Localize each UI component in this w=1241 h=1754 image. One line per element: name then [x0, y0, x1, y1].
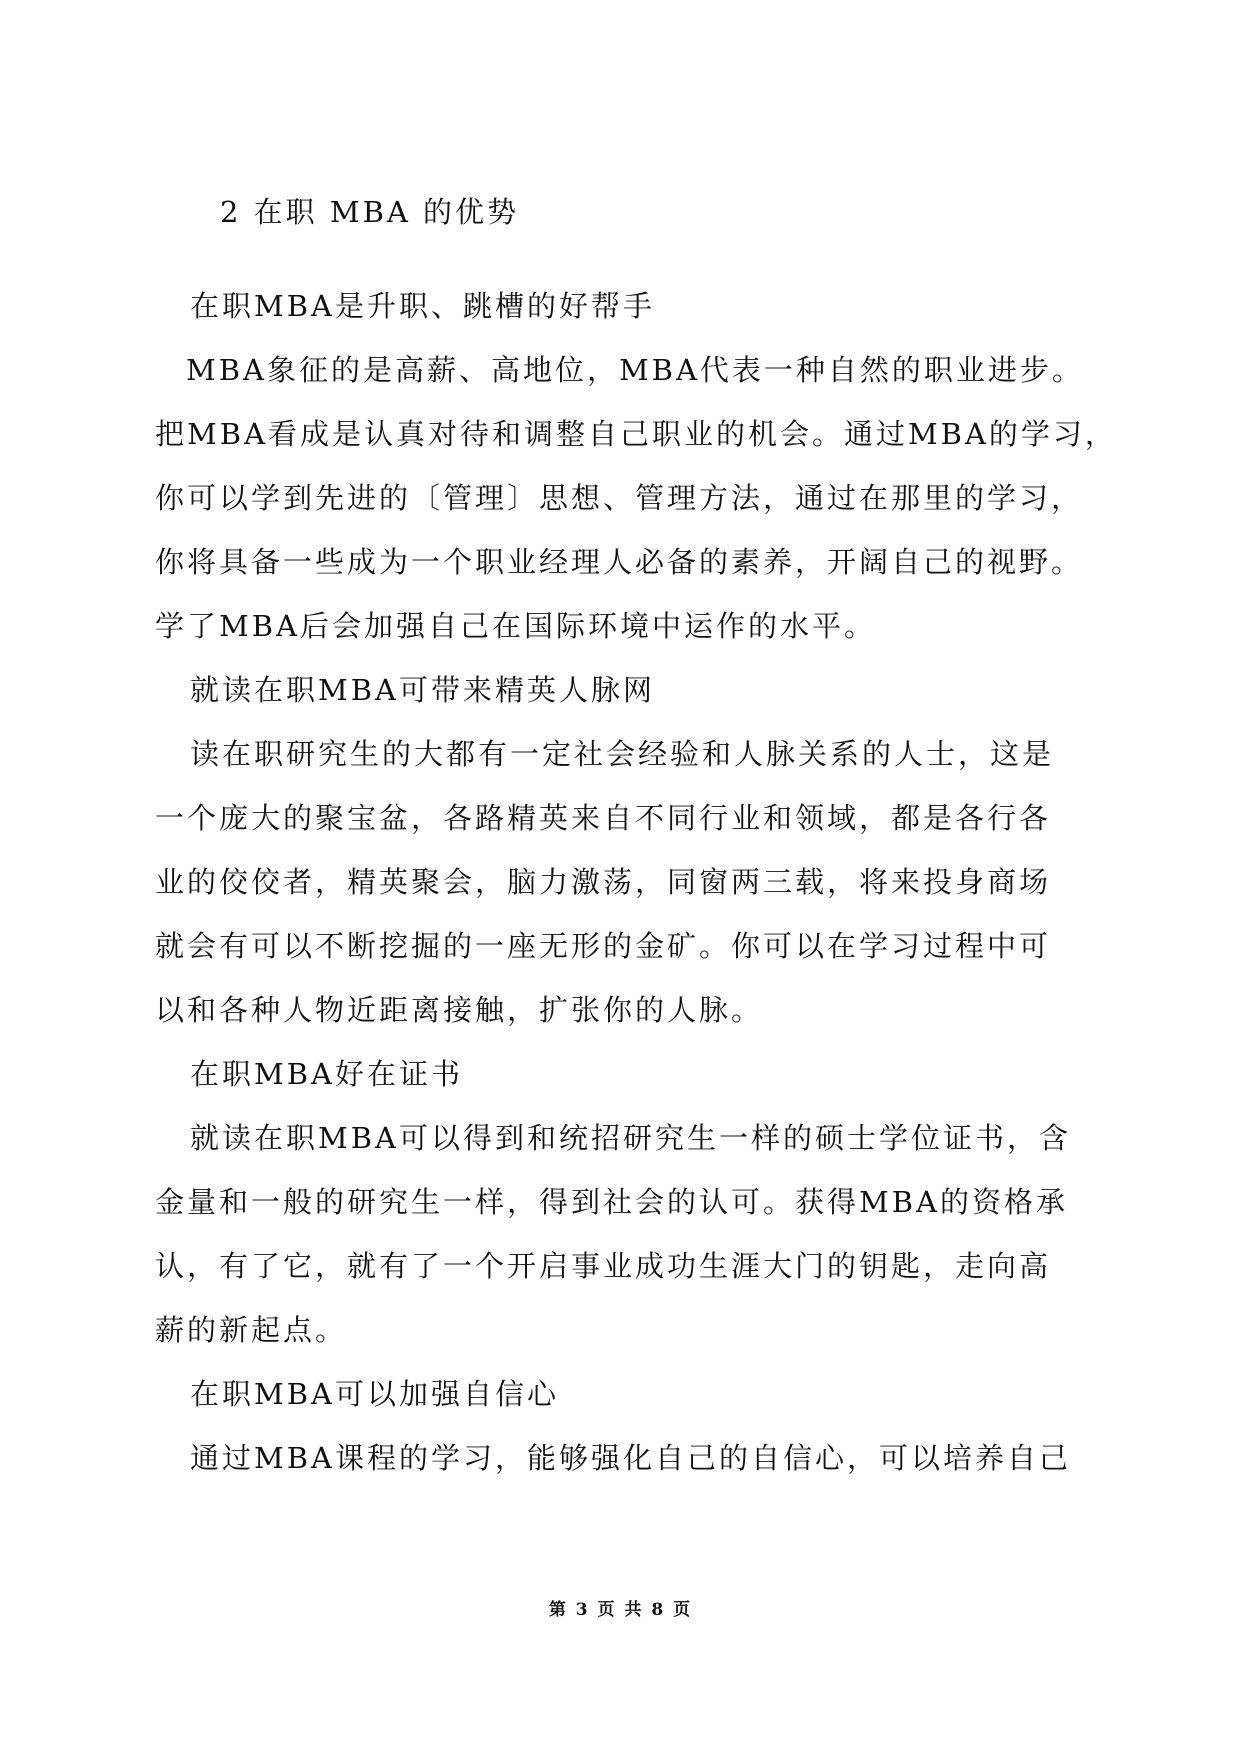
paragraph-line: 把MBA看成是认真对待和调整自己职业的机会。通过MBA的学习， — [155, 417, 1117, 451]
paragraph-line: 以和各种人物近距离接触，扩张你的人脉。 — [155, 993, 764, 1027]
paragraph-line: 认，有了它，就有了一个开启事业成功生涯大门的钥匙，走向高 — [155, 1249, 1052, 1283]
paragraph-line: 学了MBA后会加强自己在国际环境中运作的水平。 — [155, 609, 876, 643]
paragraph-line: 一个庞大的聚宝盆，各路精英来自不同行业和领域，都是各行各 — [155, 801, 1052, 835]
subheading-certificate: 在职MBA好在证书 — [190, 1057, 463, 1091]
paragraph-line: 金量和一般的研究生一样，得到社会的认可。获得MBA的资格承 — [155, 1185, 1068, 1219]
section-heading: 2 在职 MBA 的优势 — [220, 195, 520, 229]
paragraph-line: 就读在职MBA可以得到和统招研究生一样的硕士学位证书，含 — [190, 1121, 1071, 1155]
subheading-career: 在职MBA是升职、跳槽的好帮手 — [190, 289, 655, 323]
paragraph-line: MBA象征的是高薪、高地位，MBA代表一种自然的职业进步。 — [186, 353, 1084, 387]
paragraph-line: 薪的新起点。 — [155, 1313, 348, 1347]
subheading-network: 就读在职MBA可带来精英人脉网 — [190, 673, 655, 707]
paragraph-line: 就会有可以不断挖掘的一座无形的金矿。你可以在学习过程中可 — [155, 929, 1052, 963]
paragraph-line: 读在职研究生的大都有一定社会经验和人脉关系的人士，这是 — [190, 737, 1055, 771]
paragraph-line: 通过MBA课程的学习，能够强化自己的自信心，可以培养自己 — [190, 1441, 1071, 1475]
paragraph-line: 你将具备一些成为一个职业经理人必备的素养，开阔自己的视野。 — [155, 545, 1084, 579]
subheading-confidence: 在职MBA可以加强自信心 — [190, 1377, 559, 1411]
page-number-footer: 第 3 页 共 8 页 — [548, 1600, 693, 1620]
paragraph-line: 业的佼佼者，精英聚会，脑力激荡，同窗两三载，将来投身商场 — [155, 865, 1052, 899]
paragraph-line: 你可以学到先进的〔管理〕思想、管理方法，通过在那里的学习， — [155, 481, 1084, 515]
